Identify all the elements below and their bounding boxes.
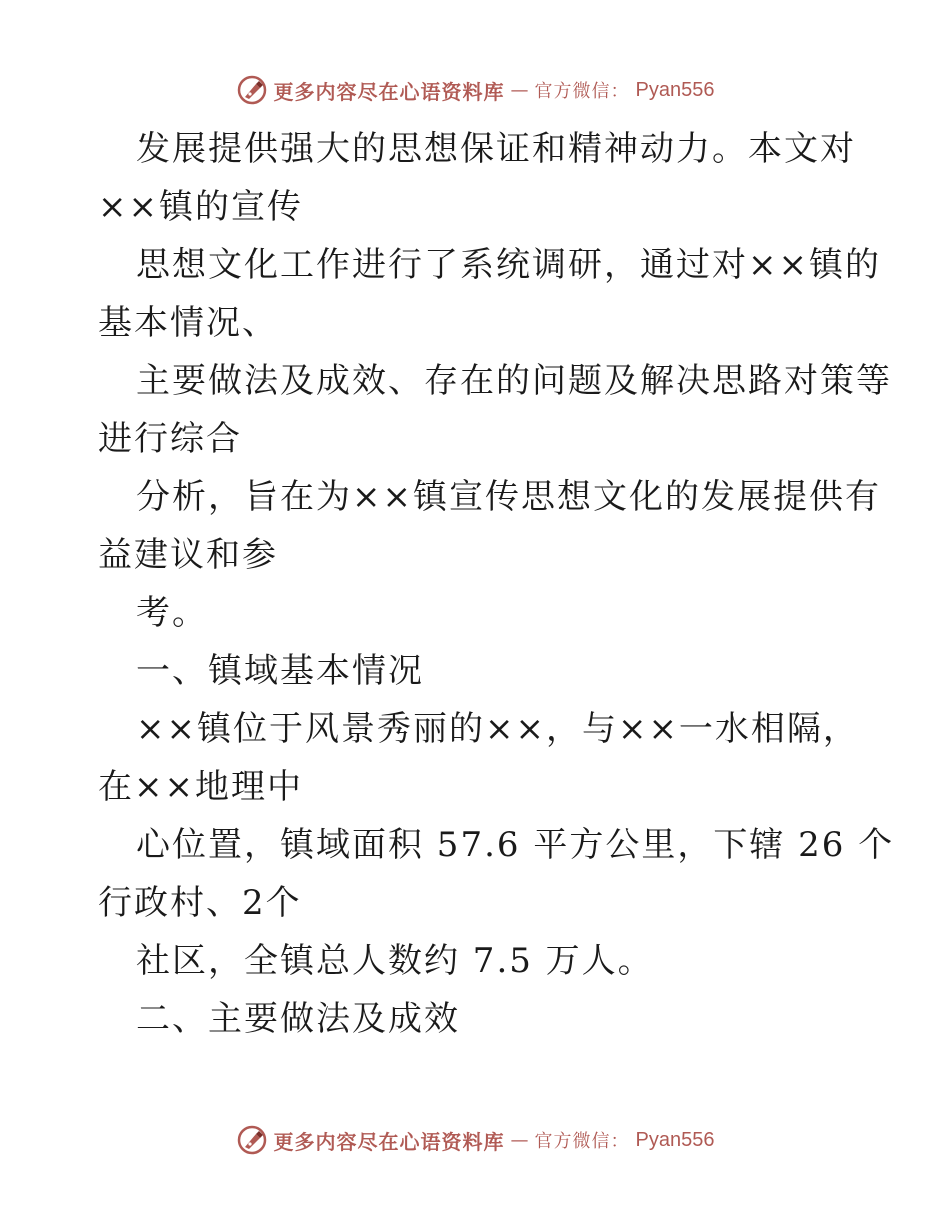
banner-title: 更多内容尽在心语资料库: [273, 79, 505, 104]
text-line: ××镇的宣传: [98, 187, 303, 227]
text-line: 心位置，镇域面积 57.6 平方公里，下辖 26 个: [136, 825, 895, 865]
banner-separator: —: [510, 1129, 529, 1151]
text-line: 社区，全镇总人数约 7.5 万人。: [136, 941, 654, 981]
text-line: 发展提供强大的思想保证和精神动力。本文对: [136, 129, 856, 169]
text-line: 在××地理中: [98, 767, 303, 807]
text-line: 思想文化工作进行了系统调研，通过对××镇的: [136, 245, 881, 285]
text-line: 益建议和参: [98, 535, 278, 575]
pen-nib-logo-icon: [236, 1124, 268, 1156]
text-line: 考。: [136, 593, 208, 633]
footer-banner: [0, 1120, 950, 1160]
banner-wechat-label: 官方微信：: [534, 81, 630, 102]
document-body: [98, 120, 895, 1048]
text-line: 一、镇域基本情况: [136, 651, 424, 691]
text-line: 基本情况、: [98, 303, 278, 343]
pen-nib-logo-icon: [236, 74, 268, 106]
text-line: 进行综合: [98, 419, 242, 459]
text-line: 分析，旨在为××镇宣传思想文化的发展提供有: [136, 477, 881, 517]
banner-wechat-label: 官方微信：: [534, 1131, 630, 1152]
text-line: 主要做法及成效、存在的问题及解决思路对策等: [136, 361, 892, 401]
banner-wechat-id: Pyan556: [635, 78, 715, 101]
banner-title: 更多内容尽在心语资料库: [273, 1129, 505, 1154]
banner-wechat-id: Pyan556: [635, 1128, 715, 1151]
header-banner: [0, 70, 950, 110]
text-line: 行政村、2个: [98, 883, 302, 923]
text-line: ××镇位于风景秀丽的××，与××一水相隔，: [136, 709, 859, 749]
banner-separator: —: [510, 79, 529, 101]
text-line: 二、主要做法及成效: [136, 999, 460, 1039]
